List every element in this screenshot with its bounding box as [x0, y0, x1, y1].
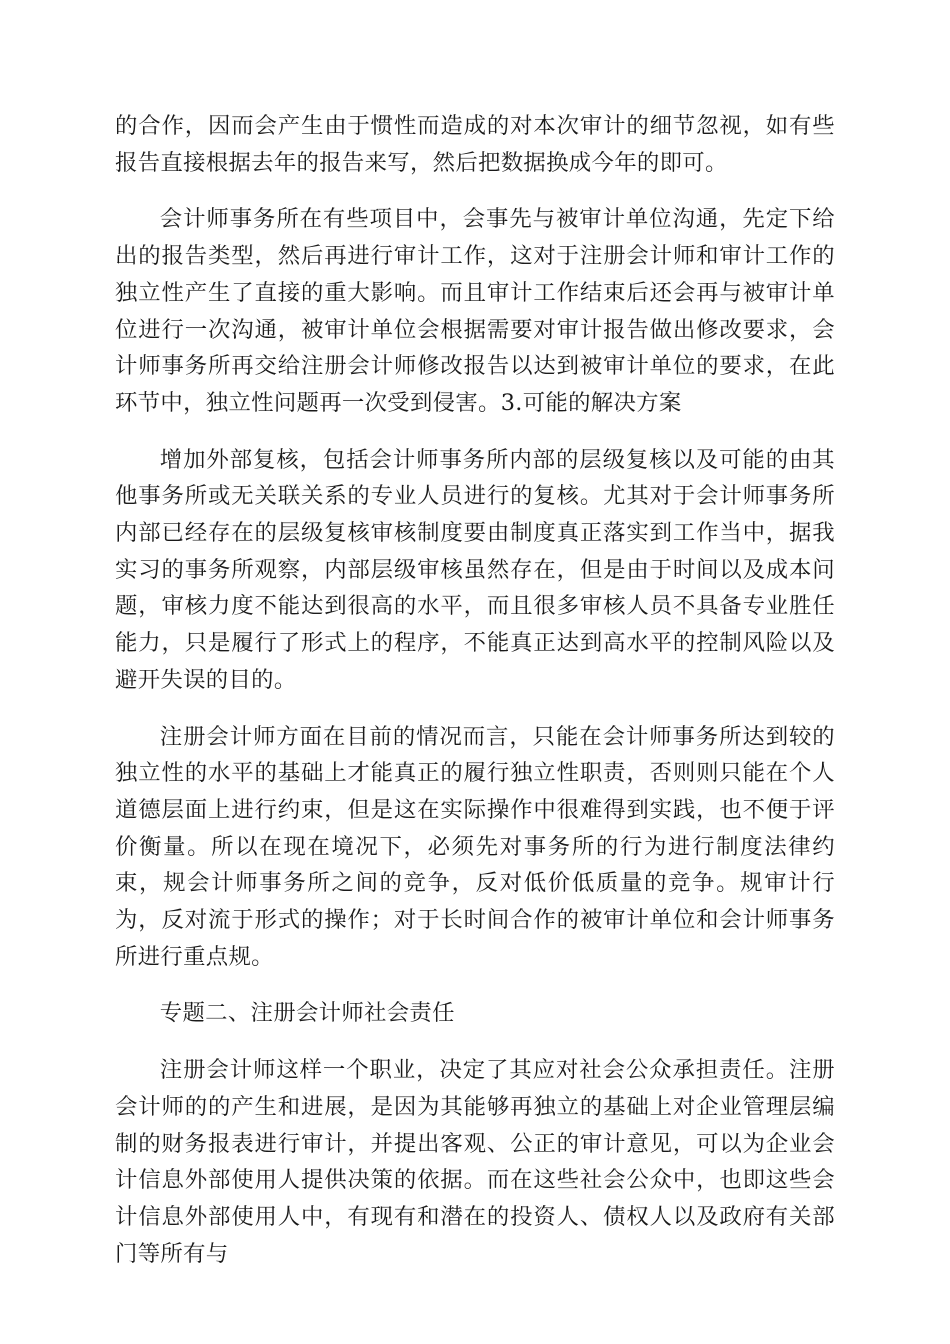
paragraph-cpa-independence: 注册会计师方面在目前的情况而言，只能在会计师事务所达到较的独立性的水平的基础上才能真正的履行独立性职责，否则则只能在个人道德层面上进行约束，但是这在实际操作中很难得到实践，也不便于评价衡量。所以在现在境况下，必须先对事务所的行为进行制度法律约束，规会计师事务所之间的竞争，反对低价低质量的竞争。规审计行为，反对流于形式的操作；对于长时间合作的被审计单位和会计师事务所进行重点规。 [115, 723, 835, 970]
paragraph-continuation: 的合作，因而会产生由于惯性而造成的对本次审计的细节忽视，如有些报告直接根据去年的报告来写，然后把数据换成今年的即可。 [115, 113, 835, 176]
section-heading: 专题二、注册会计师社会责任 [159, 1000, 455, 1027]
document-page [115, 108, 835, 1292]
paragraph-social-responsibility: 注册会计师这样一个职业，决定了其应对社会公众承担责任。注册会计师的的产生和进展，是因为其能够再独立的基础上对企业管理层编制的财务报表进行审计，并提出客观、公正的审计意见，可以为企业会计信息外部使用人提供决策的依据。而在这些社会公众中，也即这些会计信息外部使用人中，有现有和潜在的投资人、债权人以及政府有关部门等所有与 [115, 1057, 835, 1267]
paragraph-independence-issue: 会计师事务所在有些项目中，会事先与被审计单位沟通，先定下给出的报告类型，然后再进行审计工作，这对于注册会计师和审计工作的独立性产生了直接的重大影响。而且审计工作结束后还会再与被审计单位进行一次沟通，被审计单位会根据需要对审计报告做出修改要求，会计师事务所再交给注册会计师修改报告以达到被审计单位的要求，在此环节中，独立性问题再一次受到侵害。3.可能的解决方案 [115, 206, 835, 416]
paragraph-external-review: 增加外部复核，包括会计师事务所内部的层级复核以及可能的由其他事务所或无关联关系的专业人员进行的复核。尤其对于会计师事务所内部已经存在的层级复核审核制度要由制度真正落实到工作当中，据我实习的事务所观察，内部层级审核虽然存在，但是由于时间以及成本问题，审核力度不能达到很高的水平，而且很多审核人员不具备专业胜任能力，只是履行了形式上的程序，不能真正达到高水平的控制风险以及避开失误的目的。 [115, 446, 835, 693]
